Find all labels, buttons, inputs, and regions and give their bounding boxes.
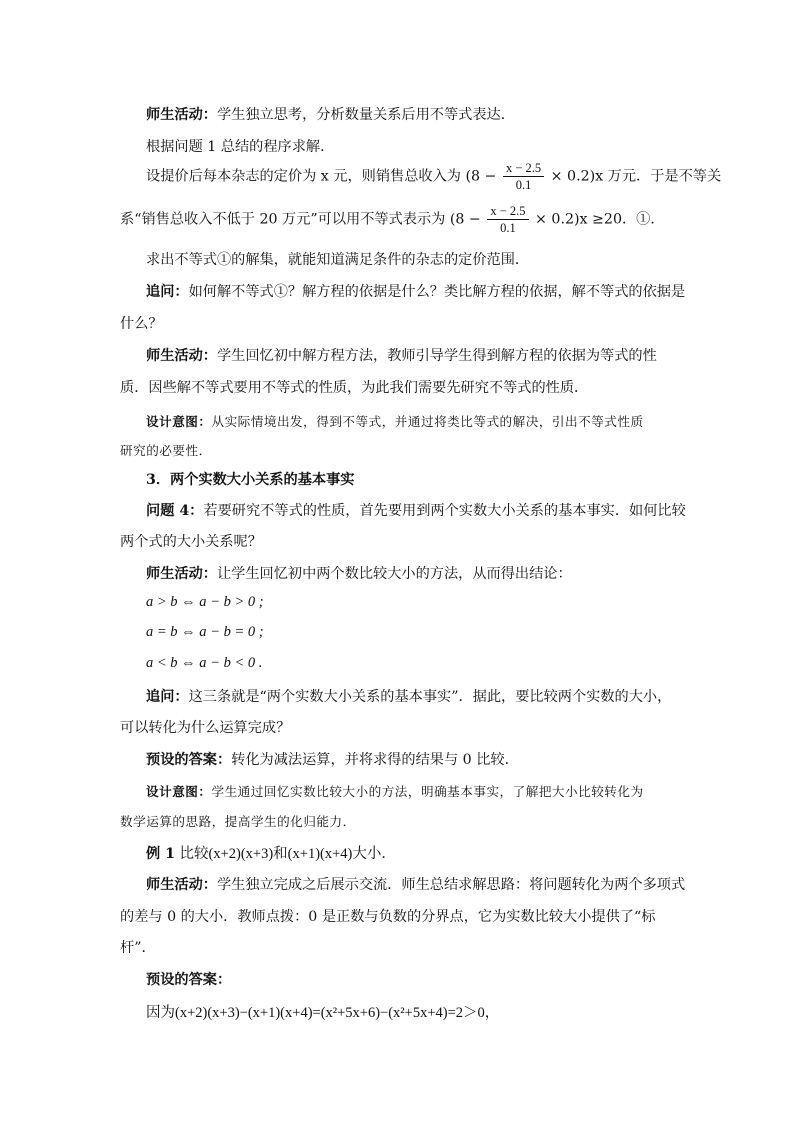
activity-text: 学生独立思考，分析数量关系后用不等式表达． [216,107,515,123]
equation-equal: a = b ⇔ a − b = 0 ; [146,624,264,640]
design-line1: 从实际情境出发，得到不等式，并通过将类比等式的解决，引出不等式性质 [211,414,644,429]
followup-label: 追问： [146,689,189,705]
equation-greater: a > b ⇔ a − b > 0 ; [146,594,264,610]
paragraph-design-1 [146,411,706,430]
preset-answer-text: 转化为减法运算，并将求得的结果与 0 比较． [231,752,519,768]
equation-less: a < b ⇔ a − b < 0 . [146,655,263,671]
paragraph-followup-2 [146,686,706,706]
paragraph-activity-4-cont: 的差与 0 的大小．教师点拨：0 是正数与负数的分界点，它为实数比较大小提供了“标 [120,909,656,925]
paragraph-followup-1-cont: 什么？ [120,316,163,332]
question-line1: 若要研究不等式的性质，首先要用到两个实数大小关系的基本事实．如何比较 [203,503,686,519]
paragraph-question-4-cont: 两个式的大小关系呢？ [120,534,262,550]
paragraph-followup-2-cont: 可以转化为什么运算完成？ [120,720,291,736]
paragraph-design-1-cont: 研究的必要性． [120,443,212,458]
example-label: 例 1 [146,846,175,862]
followup-label: 追问： [146,284,189,300]
fraction-numerator: x − 2.5 [487,204,528,220]
fraction-denominator: 0.1 [515,178,532,192]
paragraph-preset-answer-1 [146,749,706,769]
paragraph-activity-4-cont2: 杆”． [120,940,156,956]
pricing-text-b: × 0.2)x 万元．于是不等关 [550,168,722,185]
inequality-text-b: × 0.2)x ≥20．①． [535,211,665,228]
preset-answer-heading: 预设的答案： [146,972,232,988]
pricing-text-a: 设提价后每本杂志的定价为 x 元，则销售总收入为 (8 − [146,168,497,185]
question-label: 问题 4： [146,503,204,519]
paragraph-procedure: 根据问题 1 总结的程序求解． [146,139,335,155]
followup-line1: 如何解不等式①？解方程的依据是什么？类比解方程的依据，解不等式的依据是 [188,284,686,300]
section-heading-3: 3．两个实数大小关系的基本事实 [146,472,355,488]
fraction [503,161,544,192]
paragraph-example-1 [146,842,706,863]
paragraph-pricing-setup [146,161,722,192]
fraction-numerator: x − 2.5 [503,161,544,177]
paragraph-activity-2-cont: 质．因些解不等式要用不等式的性质，为此我们需要先研究不等式的性质． [120,380,589,396]
paragraph-followup-1 [146,281,706,301]
activity-line1: 学生独立完成之后展示交流．师生总结求解思路：将问题转化为两个多项式 [216,877,686,893]
activity-label: 师生活动： [146,877,217,893]
paragraph-solution-set: 求出不等式①的解集，就能知道满足条件的杂志的定价范围． [146,252,530,268]
inequality-text-a: 系“销售总收入不低于 20 万元”可以用不等式表示为 (8 − [120,211,481,228]
design-label: 设计意图： [146,414,212,429]
paragraph-inequality-1 [120,204,680,235]
paragraph-activity-2 [146,345,706,365]
activity-line1: 学生回忆初中解方程方法，教师引导学生得到解方程的依据为等式的性 [216,348,657,364]
preset-answer-label: 预设的答案： [146,752,232,768]
activity-label: 师生活动： [146,566,217,582]
activity-text: 让学生回忆初中两个数比较大小的方法，从而得出结论： [216,566,572,582]
fraction-denominator: 0.1 [500,221,516,235]
activity-label: 师生活动： [146,348,217,364]
activity-label: 师生活动： [146,107,217,123]
paragraph-activity-3 [146,563,706,583]
design-line1: 学生通过回忆实数比较大小的方法，明确基本事实，了解把大小比较转化为 [211,784,644,799]
paragraph-design-2-cont: 数学运算的思路，提高学生的化归能力． [120,814,356,829]
paragraph-design-2 [146,781,706,800]
fraction [487,204,528,235]
paragraph-activity-4 [146,874,706,894]
example-text: 比较(x+2)(x+3)和(x+1)(x+4)大小． [179,846,396,862]
paragraph-question-4 [146,500,706,520]
design-label: 设计意图： [146,784,212,799]
paragraph-activity-1 [146,104,706,124]
paragraph-answer-calc: 因为(x+2)(x+3)−(x+1)(x+4)=(x²+5x+6)−(x²+5x+4)=2＞0， [146,1005,500,1021]
followup-line1: 这三条就是“两个实数大小关系的基本事实”．据此，要比较两个实数的大小， [188,689,672,705]
